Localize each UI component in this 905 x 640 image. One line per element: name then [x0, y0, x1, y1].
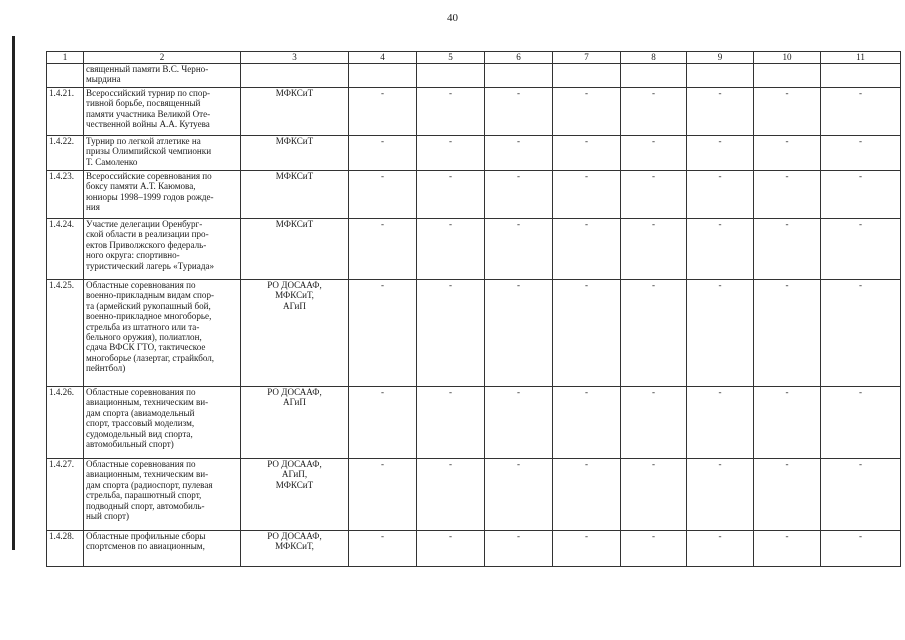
value-cell: -: [687, 280, 754, 387]
event-name-line: авиационным, техническим ви-: [86, 397, 209, 408]
executor: [241, 459, 349, 531]
event-name-line: Турнир по легкой атлетике на: [86, 136, 201, 146]
value-cell: -: [821, 136, 901, 171]
value-cell: -: [553, 387, 621, 459]
events-table: [46, 51, 901, 567]
event-name-line: призы Олимпийской чемпионки: [86, 146, 212, 157]
column-header: 7: [553, 52, 621, 64]
executor: [241, 136, 349, 171]
value-cell: [553, 64, 621, 88]
executor-line: МФКСиТ: [275, 88, 314, 98]
event-name-line: ской области в реализации про-: [86, 229, 209, 240]
value-cell: [417, 64, 485, 88]
item-number: 1.4.27.: [47, 459, 84, 531]
executor-line: МФКСиТ,: [275, 290, 314, 301]
item-number: [47, 64, 84, 88]
executor-line: РО ДОСААФ,: [267, 531, 322, 541]
value-cell: -: [349, 387, 417, 459]
value-cell: -: [621, 280, 687, 387]
value-cell: -: [349, 136, 417, 171]
event-name: [84, 531, 241, 567]
event-name-line: стрельба, парашютный спорт,: [86, 490, 202, 501]
event-name: [84, 219, 241, 280]
value-cell: -: [553, 88, 621, 136]
item-number: 1.4.24.: [47, 219, 84, 280]
event-name-line: многоборье (лазертаг, страйкбол,: [86, 352, 215, 363]
event-name-line: священный памяти В.С. Черно-: [86, 64, 209, 74]
value-cell: -: [417, 531, 485, 567]
event-name-line: дам спорта (радиоспорт, пулевая: [86, 479, 213, 490]
event-name-line: боксу памяти А.Т. Каюмова,: [86, 181, 196, 192]
table-row: [47, 531, 901, 567]
value-cell: -: [621, 387, 687, 459]
table-row: [47, 459, 901, 531]
value-cell: -: [821, 531, 901, 567]
value-cell: -: [553, 531, 621, 567]
executor-line: РО ДОСААФ,: [267, 387, 322, 397]
value-cell: [687, 64, 754, 88]
value-cell: -: [417, 459, 485, 531]
executor-line: МФКСиТ: [275, 479, 314, 490]
value-cell: -: [821, 171, 901, 219]
event-name-line: сдача ВФСК ГТО, тактическое: [86, 342, 206, 353]
executor: [241, 280, 349, 387]
value-cell: -: [687, 136, 754, 171]
value-cell: -: [621, 531, 687, 567]
value-cell: -: [417, 280, 485, 387]
event-name-line: военно-прикладным видам спор-: [86, 290, 215, 301]
value-cell: [349, 64, 417, 88]
executor-line: МФКСиТ: [275, 219, 314, 229]
event-name: [84, 64, 241, 88]
event-name-line: Областные соревнования по: [86, 280, 196, 290]
value-cell: -: [553, 459, 621, 531]
value-cell: -: [754, 219, 821, 280]
value-cell: -: [485, 88, 553, 136]
executor: [241, 64, 349, 88]
event-name-line: Областные соревнования по: [86, 459, 196, 469]
value-cell: -: [687, 88, 754, 136]
column-header: 11: [821, 52, 901, 64]
event-name-line: Участие делегации Оренбург-: [86, 219, 203, 229]
page-number: 40: [447, 12, 458, 24]
event-name-line: та (армейский рукопашный бой,: [86, 300, 211, 311]
value-cell: -: [349, 459, 417, 531]
executor-line: РО ДОСААФ,: [267, 280, 322, 290]
value-cell: -: [754, 387, 821, 459]
executor: [241, 171, 349, 219]
value-cell: -: [553, 136, 621, 171]
event-name-line: Областные профильные сборы: [86, 531, 206, 541]
executor: [241, 387, 349, 459]
event-name: [84, 459, 241, 531]
value-cell: -: [687, 531, 754, 567]
executor-line: РО ДОСААФ,: [267, 459, 322, 469]
event-name-line: авиационным, техническим ви-: [86, 469, 209, 480]
executor-line: АГиП: [283, 397, 306, 408]
value-cell: -: [754, 280, 821, 387]
table-header-row: [47, 52, 901, 64]
column-header: 9: [687, 52, 754, 64]
table-row: [47, 387, 901, 459]
item-number: 1.4.26.: [47, 387, 84, 459]
value-cell: -: [485, 531, 553, 567]
item-number: 1.4.25.: [47, 280, 84, 387]
event-name-line: ектов Приволжского федераль-: [86, 239, 207, 250]
table-row: [47, 64, 901, 88]
value-cell: [621, 64, 687, 88]
value-cell: -: [485, 459, 553, 531]
value-cell: -: [754, 531, 821, 567]
value-cell: -: [349, 531, 417, 567]
event-name-line: тивной борьбе, посвященный: [86, 98, 201, 109]
event-name-line: Всероссийский турнир по спор-: [86, 88, 211, 98]
value-cell: [754, 64, 821, 88]
column-header: 4: [349, 52, 417, 64]
column-header: 2: [84, 52, 241, 64]
event-name: [84, 136, 241, 171]
column-header: 8: [621, 52, 687, 64]
value-cell: -: [687, 459, 754, 531]
event-name-line: Всероссийские соревнования по: [86, 171, 212, 181]
event-name: [84, 280, 241, 387]
value-cell: -: [821, 459, 901, 531]
executor-line: АГиП: [283, 300, 306, 311]
executor: [241, 219, 349, 280]
column-header: 1: [47, 52, 84, 64]
value-cell: -: [553, 219, 621, 280]
event-name-line: спортсменов по авиационным,: [86, 541, 205, 552]
value-cell: -: [485, 280, 553, 387]
event-name-line: пейнтбол): [86, 363, 126, 374]
event-name-line: Областные соревнования по: [86, 387, 196, 397]
value-cell: -: [687, 171, 754, 219]
executor: [241, 531, 349, 567]
table-row: [47, 171, 901, 219]
event-name-line: судомодельный вид спорта,: [86, 428, 193, 439]
event-name-line: военно-прикладное многоборье,: [86, 311, 212, 322]
value-cell: -: [349, 219, 417, 280]
value-cell: -: [687, 387, 754, 459]
event-name-line: мырдина: [86, 74, 121, 85]
event-name-line: автомобильный спорт): [86, 439, 174, 450]
item-number: 1.4.28.: [47, 531, 84, 567]
value-cell: -: [485, 136, 553, 171]
column-header: 5: [417, 52, 485, 64]
event-name-line: Т. Самоленко: [86, 156, 138, 167]
table-row: [47, 88, 901, 136]
item-number: 1.4.23.: [47, 171, 84, 219]
value-cell: -: [754, 136, 821, 171]
value-cell: -: [485, 387, 553, 459]
executor-line: АГиП,: [281, 469, 308, 480]
value-cell: -: [417, 136, 485, 171]
value-cell: -: [349, 88, 417, 136]
column-header: 10: [754, 52, 821, 64]
event-name-line: туристический лагерь «Туриада»: [86, 260, 215, 271]
value-cell: -: [754, 88, 821, 136]
event-name-line: ный спорт): [86, 511, 129, 522]
item-number: 1.4.21.: [47, 88, 84, 136]
value-cell: [821, 64, 901, 88]
value-cell: -: [417, 88, 485, 136]
event-name-line: спорт, трассовый моделизм,: [86, 418, 195, 429]
event-name: [84, 171, 241, 219]
executor-line: МФКСиТ: [275, 136, 314, 146]
table-body: [47, 64, 901, 567]
table-row: [47, 136, 901, 171]
table-row: [47, 280, 901, 387]
column-header: 6: [485, 52, 553, 64]
value-cell: -: [754, 459, 821, 531]
event-name: [84, 88, 241, 136]
value-cell: -: [621, 171, 687, 219]
event-name-line: дам спорта (авиамодельный: [86, 407, 195, 418]
value-cell: -: [687, 219, 754, 280]
event-name-line: памяти участника Великой Оте-: [86, 108, 211, 119]
event-name: [84, 387, 241, 459]
value-cell: -: [821, 219, 901, 280]
value-cell: -: [485, 171, 553, 219]
value-cell: -: [417, 219, 485, 280]
binding-margin-line: [12, 36, 15, 550]
event-name-line: стрельба из штатного или та-: [86, 321, 200, 332]
executor: [241, 88, 349, 136]
value-cell: -: [349, 171, 417, 219]
executor-line: МФКСиТ,: [275, 541, 314, 552]
event-name-line: чественной войны А.А. Кутуева: [86, 119, 210, 130]
value-cell: -: [621, 136, 687, 171]
value-cell: -: [553, 171, 621, 219]
value-cell: -: [349, 280, 417, 387]
value-cell: -: [821, 280, 901, 387]
value-cell: [485, 64, 553, 88]
event-name-line: ния: [86, 202, 100, 213]
table-row: [47, 219, 901, 280]
event-name-line: бельного оружия), полиатлон,: [86, 332, 202, 343]
value-cell: -: [621, 88, 687, 136]
item-number: 1.4.22.: [47, 136, 84, 171]
event-name-line: подводный спорт, автомобиль-: [86, 500, 205, 511]
value-cell: -: [754, 171, 821, 219]
value-cell: -: [621, 219, 687, 280]
value-cell: -: [621, 459, 687, 531]
column-header: 3: [241, 52, 349, 64]
event-name-line: ного округа: спортивно-: [86, 250, 180, 261]
value-cell: -: [485, 219, 553, 280]
value-cell: -: [417, 171, 485, 219]
value-cell: -: [553, 280, 621, 387]
value-cell: -: [821, 88, 901, 136]
executor-line: МФКСиТ: [275, 171, 314, 181]
value-cell: -: [821, 387, 901, 459]
value-cell: -: [417, 387, 485, 459]
event-name-line: юниоры 1998–1999 годов рожде-: [86, 191, 214, 202]
